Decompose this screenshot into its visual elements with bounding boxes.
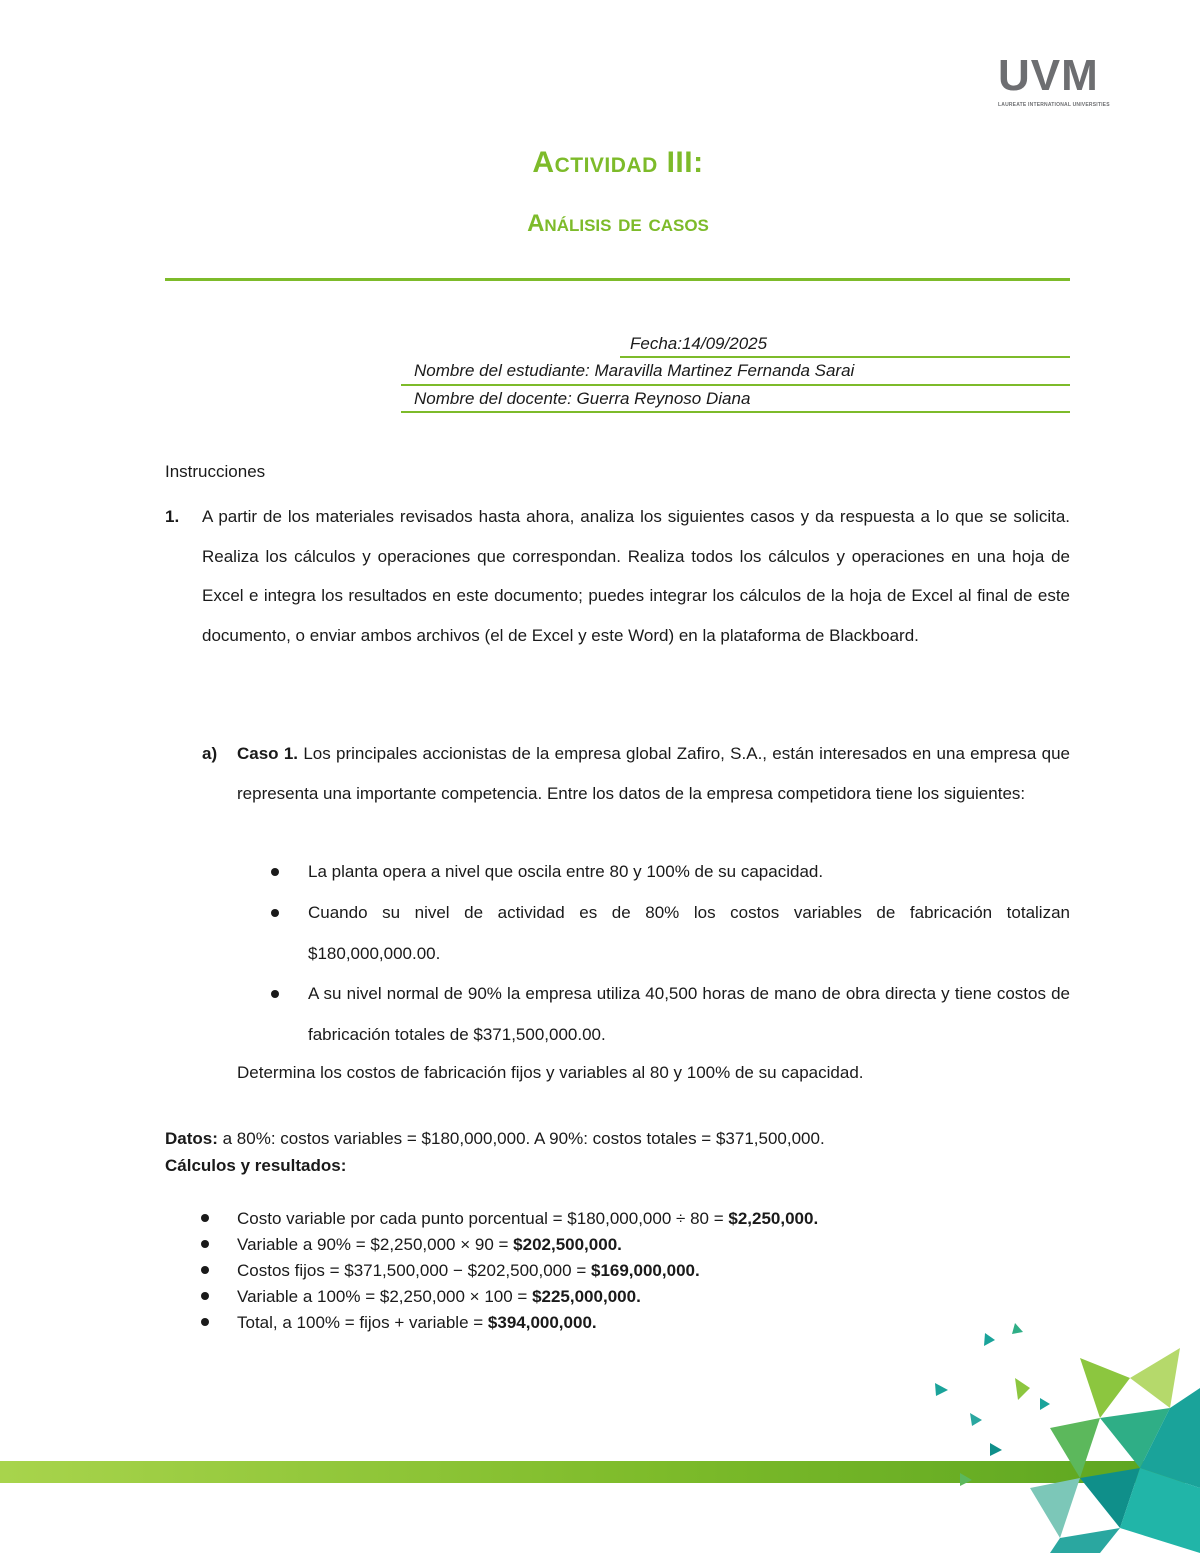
bullet-dot	[271, 909, 279, 917]
case-label: Caso 1.	[237, 744, 299, 763]
result-3	[237, 1261, 700, 1281]
result-4	[237, 1287, 641, 1307]
result-2-end: .	[617, 1235, 622, 1254]
result-5-text: Total, a 100% = fijos + variable =	[237, 1313, 488, 1332]
case-bullet-1: La planta opera a nivel que oscila entre 80 y 100% de su capacidad.	[308, 862, 824, 881]
datos-text: a 80%: costos variables = $180,000,000. A 90%: costos totales = $371,500,000.	[217, 1129, 825, 1148]
case-bullet-2: Cuando su nivel de actividad es de 80% los costos variables de fabricación totalizan $180,000,000.00.	[308, 903, 1070, 963]
logo-wordmark: UVM	[998, 51, 1099, 100]
result-2-text: Variable a 90% = $2,250,000 × 90 =	[237, 1235, 514, 1254]
student-name-field: Nombre del estudiante: Maravilla Martinez Fernanda Sarai	[414, 361, 855, 380]
result-5-end: .	[591, 1313, 597, 1332]
teacher-name-field: Nombre del docente: Guerra Reynoso Diana	[414, 389, 751, 408]
instruction-paragraph: A partir de los materiales revisados hasta ahora, analiza los siguientes casos y da respuesta a lo que se solicita. Realiza los cálculos y operaciones que correspondan. Realiza todos los cálculos y operaciones en una hoja de Excel e integra los resultados en este documento; puedes integrar los cálculos de la hoja de Excel al final de este documento, o enviar ambos archivos (el de Excel y este Word) en la plataforma de Blackboard.	[202, 507, 1070, 645]
result-5	[237, 1313, 597, 1333]
deco-shard	[1012, 1323, 1023, 1334]
deco-shard	[990, 1443, 1002, 1456]
deco-shard	[1015, 1378, 1030, 1400]
bullet-dot	[271, 868, 279, 876]
uvm-logo	[998, 51, 1122, 110]
date-underline	[620, 356, 1070, 358]
result-1-value: $2,250,000	[728, 1209, 814, 1228]
datos-line	[165, 1129, 825, 1149]
result-5-value: $394,000,000	[487, 1313, 592, 1332]
case-question: Determina los costos de fabricación fijos y variables al 80 y 100% de su capacidad.	[237, 1063, 864, 1082]
bullet-dot	[201, 1318, 209, 1326]
case-paragraph	[237, 734, 1070, 813]
student-underline	[401, 384, 1070, 386]
result-1	[237, 1209, 818, 1229]
polygon-decoration	[930, 1318, 1200, 1553]
instructions-heading: Instrucciones	[165, 462, 266, 481]
deco-shard	[1040, 1398, 1050, 1410]
bullet-dot	[201, 1266, 209, 1274]
case-bullet-3: A su nivel normal de 90% la empresa utiliza 40,500 horas de mano de obra directa y tiene costos de fabricación totales de $371,500,000.00.	[308, 984, 1070, 1044]
result-1-text: Costo variable por cada punto porcentual = $180,000,000 ÷ 80 =	[237, 1209, 729, 1228]
datos-label: Datos:	[165, 1129, 218, 1148]
deco-shard	[1030, 1478, 1080, 1538]
result-3-end: .	[694, 1261, 700, 1280]
page-subtitle: Análisis de casos	[527, 210, 709, 237]
result-4-end: .	[636, 1287, 641, 1306]
deco-shard	[1080, 1358, 1130, 1418]
bullet-dot	[201, 1214, 209, 1222]
deco-shard	[935, 1383, 948, 1396]
bullet-dot	[201, 1240, 209, 1248]
result-4-value: $225,000,000	[532, 1287, 637, 1306]
title-divider	[165, 278, 1070, 281]
instruction-number: 1.	[165, 507, 180, 526]
result-1-end: .	[813, 1209, 819, 1228]
date-field: Fecha:14/09/2025	[630, 334, 768, 353]
bullet-dot	[201, 1292, 209, 1300]
deco-shard	[984, 1333, 995, 1346]
teacher-underline	[401, 411, 1070, 413]
result-2-value: $202,500,000	[513, 1235, 618, 1254]
result-3-text: Costos fijos = $371,500,000 − $202,500,000 =	[237, 1261, 591, 1280]
result-3-value: $169,000,000	[590, 1261, 695, 1280]
bullet-dot	[271, 990, 279, 998]
deco-shard	[960, 1473, 972, 1486]
logo-tagline: LAUREATE INTERNATIONAL UNIVERSITIES	[998, 102, 1110, 108]
case-letter: a)	[202, 744, 218, 763]
page-title: Actividad III:	[532, 146, 704, 179]
case-text: Los principales accionistas de la empresa global Zafiro, S.A., están interesados en una empresa que representa una importante competencia. Entre los datos de la empresa competidora tiene los siguientes:	[237, 744, 1070, 803]
result-4-text: Variable a 100% = $2,250,000 × 100 =	[237, 1287, 533, 1306]
deco-shard	[1050, 1418, 1100, 1478]
result-2	[237, 1235, 622, 1255]
calc-heading: Cálculos y resultados:	[165, 1156, 347, 1175]
deco-shard	[1130, 1348, 1180, 1408]
deco-shard	[970, 1413, 982, 1426]
